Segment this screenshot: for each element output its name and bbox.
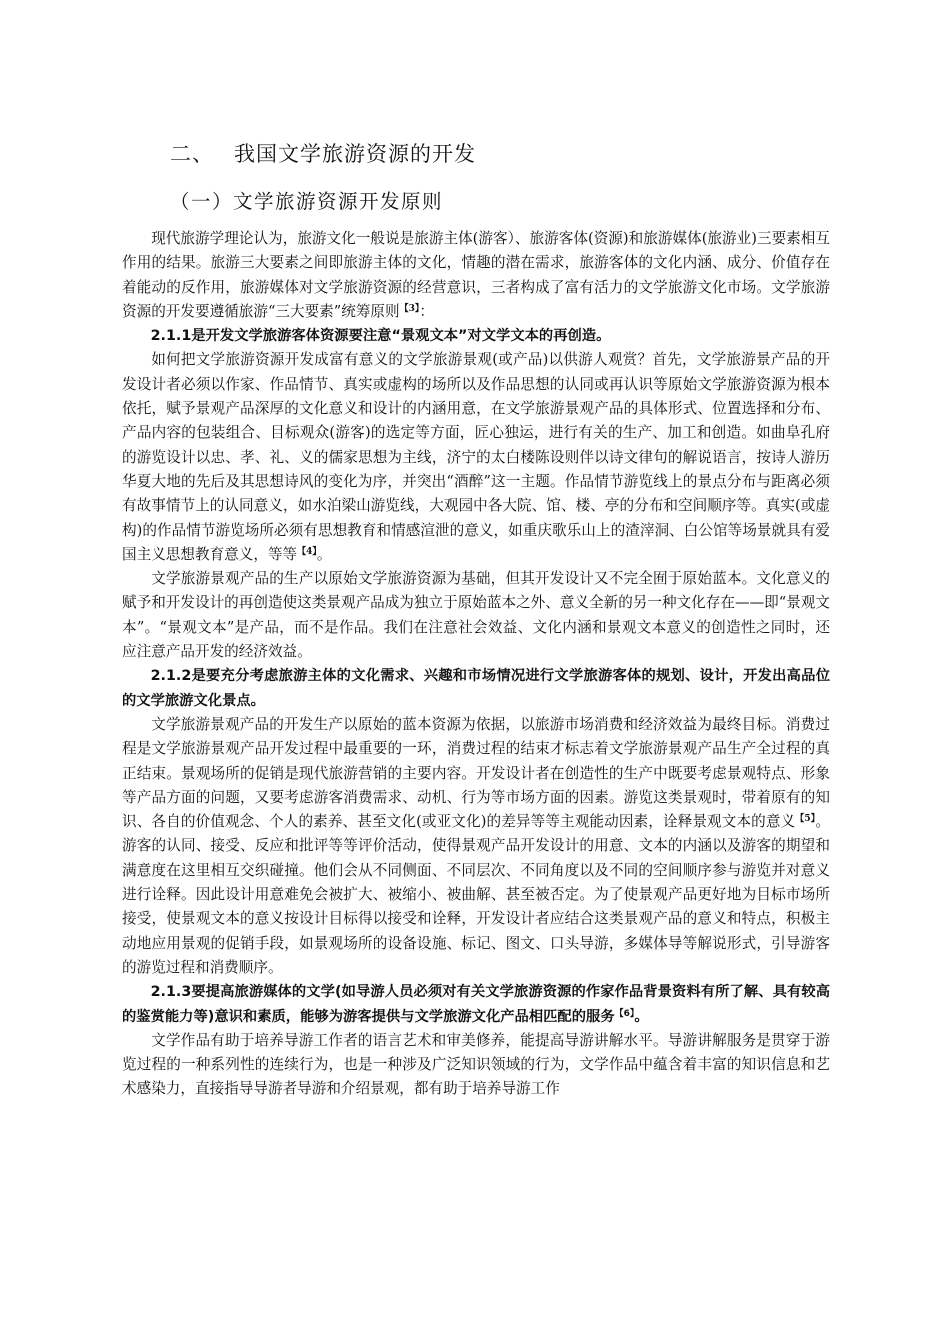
- paragraph-landscape-text: 如何把文学旅游资源开发成富有意义的文学旅游景观(或产品)以供游人观赏？首先，文学旅游景产品的开发设计者必须以作家、作品情节、真实或虚构的场所以及作品思想的认同或再认识等原始文学旅游资源为根本依托，赋予景观产品深厚的文化意义和设计的内涵用意，在文学旅游景观产品的具体形式、位置选择和分布、产品内容的包装组合、目标观众(游客)的选定等方面，匠心独运，进行有关的生产、加工和创造。如曲阜孔府的游览设计以忠、孝、礼、义的儒家思想为主线，济宁的太白楼陈设则伴以诗文律句的解说语言，按诗人游历华夏大地的先后及其思想诗风的变化为序，并突出“酒醉”这一主题。作品情节游览线上的景点分布与距离必须有故事情节上的认同意义，如水泊梁山游览线，大观园中各大院、馆、楼、亭的分布和空间顺序等。真实(或虚构)的作品情节游览场所必须有思想教育和情感渲泄的意义，如重庆歌乐山上的渣滓洞、白公馆等场景就具有爱国主义思想教育意义，等等$^{【4】}$。: [122, 351, 830, 563]
- citation-6: 【6】: [614, 1008, 635, 1019]
- citation-5: 【5】: [795, 814, 816, 825]
- subheading-2-1-3: 2.1.3要提高旅游媒体的文学(如导游人员必须对有关文学旅游资源的作家作品背景资料有所了解、具有较高的鉴赏能力等)意识和素质，能够为游客提供与文学旅游文化产品相匹配的服务$^{【6】}$。: [122, 984, 830, 1025]
- section-heading: （一）文学旅游资源开发原则: [170, 190, 444, 213]
- chapter-title: 我国文学旅游资源的开发: [234, 142, 476, 166]
- paragraph-guide-training: 文学作品有助于培养导游工作者的语言艺术和审美修养，能提高导游讲解水平。导游讲解服务是贯穿于游览过程的一种系列性的连续行为，也是一种涉及广泛知识领域的行为，文学作品中蕴含着丰富的知识信息和艺术感染力，直接指导导游者导游和介绍景观，都有助于培养导游工作: [122, 1031, 830, 1098]
- body-text: [122, 227, 830, 1102]
- paragraph-intro: 现代旅游学理论认为，旅游文化一般说是旅游主体(游客）、旅游客体(资源)和旅游媒体(旅游业)三要素相互作用的结果。旅游三大要素之间即旅游主体的文化，情趣的潜在需求，旅游客体的文化内涵、成分、价值存在着能动的反作用，旅游媒体对文学旅游资源的经营意识，三者构成了富有活力的文学旅游文化市场。文学旅游资源的开发要遵循旅游“三大要素”统筹原则$^{【3】}$：: [122, 230, 830, 320]
- paragraph-product-basis: 文学旅游景观产品的生产以原始文学旅游资源为基础，但其开发设计又不完全囿于原始蓝本。文化意义的赋予和开发设计的再创造使这类景观产品成为独立于原始蓝本之外、意义全新的另一种文化存在——即“景观文本”。“景观文本”是产品，而不是作品。我们在注意社会效益、文化内涵和景观文本意义的创造性之同时，还应注意产品开发的经济效益。: [122, 570, 830, 661]
- citation-4: 【4】: [297, 546, 317, 557]
- chapter-heading: [170, 138, 476, 168]
- chapter-number: 二、: [170, 142, 214, 166]
- subheading-2-1-2: 2.1.2是要充分考虑旅游主体的文化需求、兴趣和市场情况进行文学旅游客体的规划、设计，开发出高品位的文学旅游文化景点。: [122, 668, 830, 709]
- paragraph-consumption: 文学旅游景观产品的开发生产以原始的蓝本资源为依据，以旅游市场消费和经济效益为最终目标。消费过程是文学旅游景观产品开发过程中最重要的一环，消费过程的结束才标志着文学旅游景观产品生产全过程的真正结束。景观场所的促销是现代旅游营销的主要内容。开发设计者在创造性的生产中既要考虑景观特点、形象等产品方面的问题，又要考虑游客消费需求、动机、行为等市场方面的因素。游览这类景观时，带着原有的知识、各自的价值观念、个人的素养、甚至文化(或亚文化)的差异等等主观能动因素，诠释景观文本的意义$^{【5】}$。游客的认同、接受、反应和批评等等评价活动，使得景观产品开发设计的用意、文本的内涵以及游客的期望和满意度在这里相互交织碰撞。他们会从不同侧面、不同层次、不同角度以及不同的空间顺序参与游览并对意义进行诠释。因此设计用意难免会被扩大、被缩小、被曲解、甚至被否定。为了使景观产品更好地为目标市场所接受，使景观文本的意义按设计目标得以接受和诠释，开发设计者应结合这类景观产品的意义和特点，积极主动地应用景观的促销手段，如景观场所的设备设施、标记、图文、口头导游，多媒体导等解说形式，引导游客的游览过程和消费顺序。: [122, 715, 830, 976]
- subheading-2-1-1: 2.1.1是开发文学旅游客体资源要注意“景观文本”对文学文本的再创造。: [150, 328, 611, 345]
- citation-3: 【3】: [399, 303, 420, 314]
